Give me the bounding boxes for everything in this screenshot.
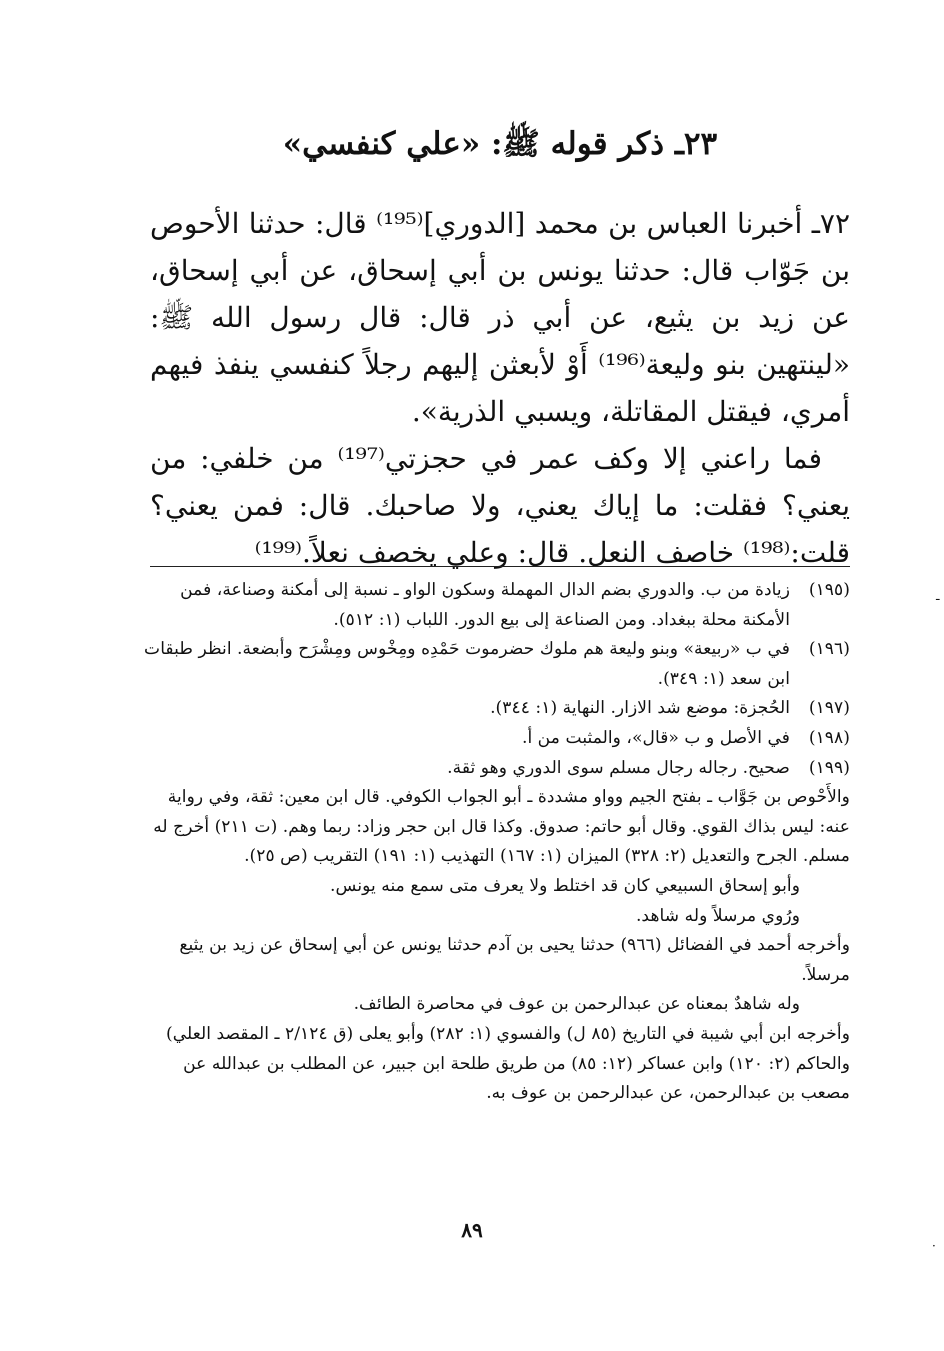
footnote-text: الحُجزة: موضع شد الازار. النهاية (١: ٣٤٤). bbox=[490, 698, 790, 719]
footnote-item bbox=[140, 724, 850, 754]
footnote-continuation: ورُوي مرسلاً وله شاهد. bbox=[635, 905, 800, 926]
footnote-text: صحيح. رجاله رجال مسلم سوى الدوري وهو ثقة. bbox=[447, 757, 790, 778]
footnote-item bbox=[140, 576, 850, 635]
footnote-number: (١٩٦) bbox=[808, 639, 850, 660]
footnotes bbox=[140, 576, 850, 1109]
footnote-item bbox=[140, 635, 850, 694]
footnote-continuation: وأبو إسحاق السبيعي كان قد اختلط ولا يعرف متى سمع منه يونس. bbox=[330, 875, 800, 896]
footnote-divider bbox=[150, 566, 850, 567]
page-number: ٨٩ bbox=[461, 1218, 483, 1242]
hadith-paragraph: ٧٢ـ أخبرنا العباس بن محمد [الدوري]⁽¹⁹⁵⁾ قال: حدثنا الأحوص بن جَوّاب قال: حدثنا يونس بن أبي إسحاق، عن أبي إسحاق، عن زيد بن يثيع، عن أبي ذر قال: قال رسول الله ﷺ: «لينتهين بنو وليعة⁽¹⁹⁶⁾ أَوْ لأبعثن إليهم رجلاً كنفسي ينفذ فيهم أمري، فيقتل المقاتلة، ويسبي الذرية». bbox=[150, 207, 850, 428]
footnote-continuation: وأخرجه ابن أبي شيبة في التاريخ (٨٥ ل) والفسوي (١: ٢٨٢) وأبو يعلى (ق ٢/١٢٤ ـ المقصد العلي) والحاكم (٢: ١٢٠) وابن عساكر (١٢: ٨٥) من طريق طلحة ابن جبير، عن المطلب بن عبدالله عن مصعب بن عبدالرحمن، عن عبدالرحمن بن عوف به. bbox=[165, 1023, 850, 1104]
footnote-continuation: والأَحْوص بن جَوَّاب ـ بفتح الجيم وواو مشددة ـ أبو الجواب الكوفي. قال ابن معين: ثقة، وفي رواية عنه: ليس بذاك القوي. وقال أبو حاتم: صدوق. وكذا قال ابن حجر وزاد: ربما وهم. (ت ٢١١) أخرج له مسلم. الجرح والتعديل (٢: ٣٢٨) الميزان (١: ١٦٧) التهذيب (١: ١٩١) التقريب (ص ٢٥). bbox=[153, 787, 850, 867]
hadith-paragraph: فما راعني إلا وكف عمر في حجزتي⁽¹⁹⁷⁾ من خلفي: من يعني؟ فقلت: ما إياك يعني، ولا صاحبك. قال: فمن يعني؟ قلت:⁽¹⁹⁸⁾ خاصف النعل. قال: وعلي يخصف نعلاً.⁽¹⁹⁹⁾ bbox=[150, 442, 850, 569]
scan-speck: ـ bbox=[936, 589, 940, 603]
footnote-number: (١٩٧) bbox=[808, 698, 850, 719]
footnote-text: في الأصل و ب «قال»، والمثبت من أ. bbox=[521, 727, 790, 748]
scan-speck: · bbox=[932, 1239, 936, 1253]
main-text bbox=[150, 200, 850, 576]
footnote-number: (١٩٥) bbox=[808, 580, 850, 600]
chapter-title: ٢٣ـ ذكر قوله ﷺ: «علي كنفسي» bbox=[282, 126, 718, 162]
footnote-item bbox=[140, 694, 850, 724]
footnote-text: زيادة من ب. والدوري بضم الدال المهملة وسكون الواو ـ نسبة إلى أمكنة وصناعة، فمن الأمكنة محلة ببغداد. ومن الصناعة إلى بيع الدور. اللباب (١: ٥١٢). bbox=[180, 580, 790, 630]
footnote-number: (١٩٨) bbox=[808, 727, 850, 748]
footnote-item bbox=[140, 754, 850, 784]
footnote-number: (١٩٩) bbox=[808, 757, 850, 778]
footnote-continuation: وأخرجه أحمد في الفضائل (٩٦٦) حدثنا يحيى بن آدم حدثنا يونس عن أبي إسحاق عن زيد بن يثيع مرسلاً. bbox=[179, 935, 850, 985]
footnote-text: في ب «ربيعة» وبنو وليعة هم ملوك حضرموت حَمْدِه ومِخْوس ومِشْرَح وأبضعة. انظر طبقات ابن سعد (١: ٣٤٩). bbox=[144, 639, 790, 689]
footnote-continuation: وله شاهدٌ بمعناه عن عبدالرحمن بن عوف في محاصرة الطائف. bbox=[353, 994, 800, 1015]
